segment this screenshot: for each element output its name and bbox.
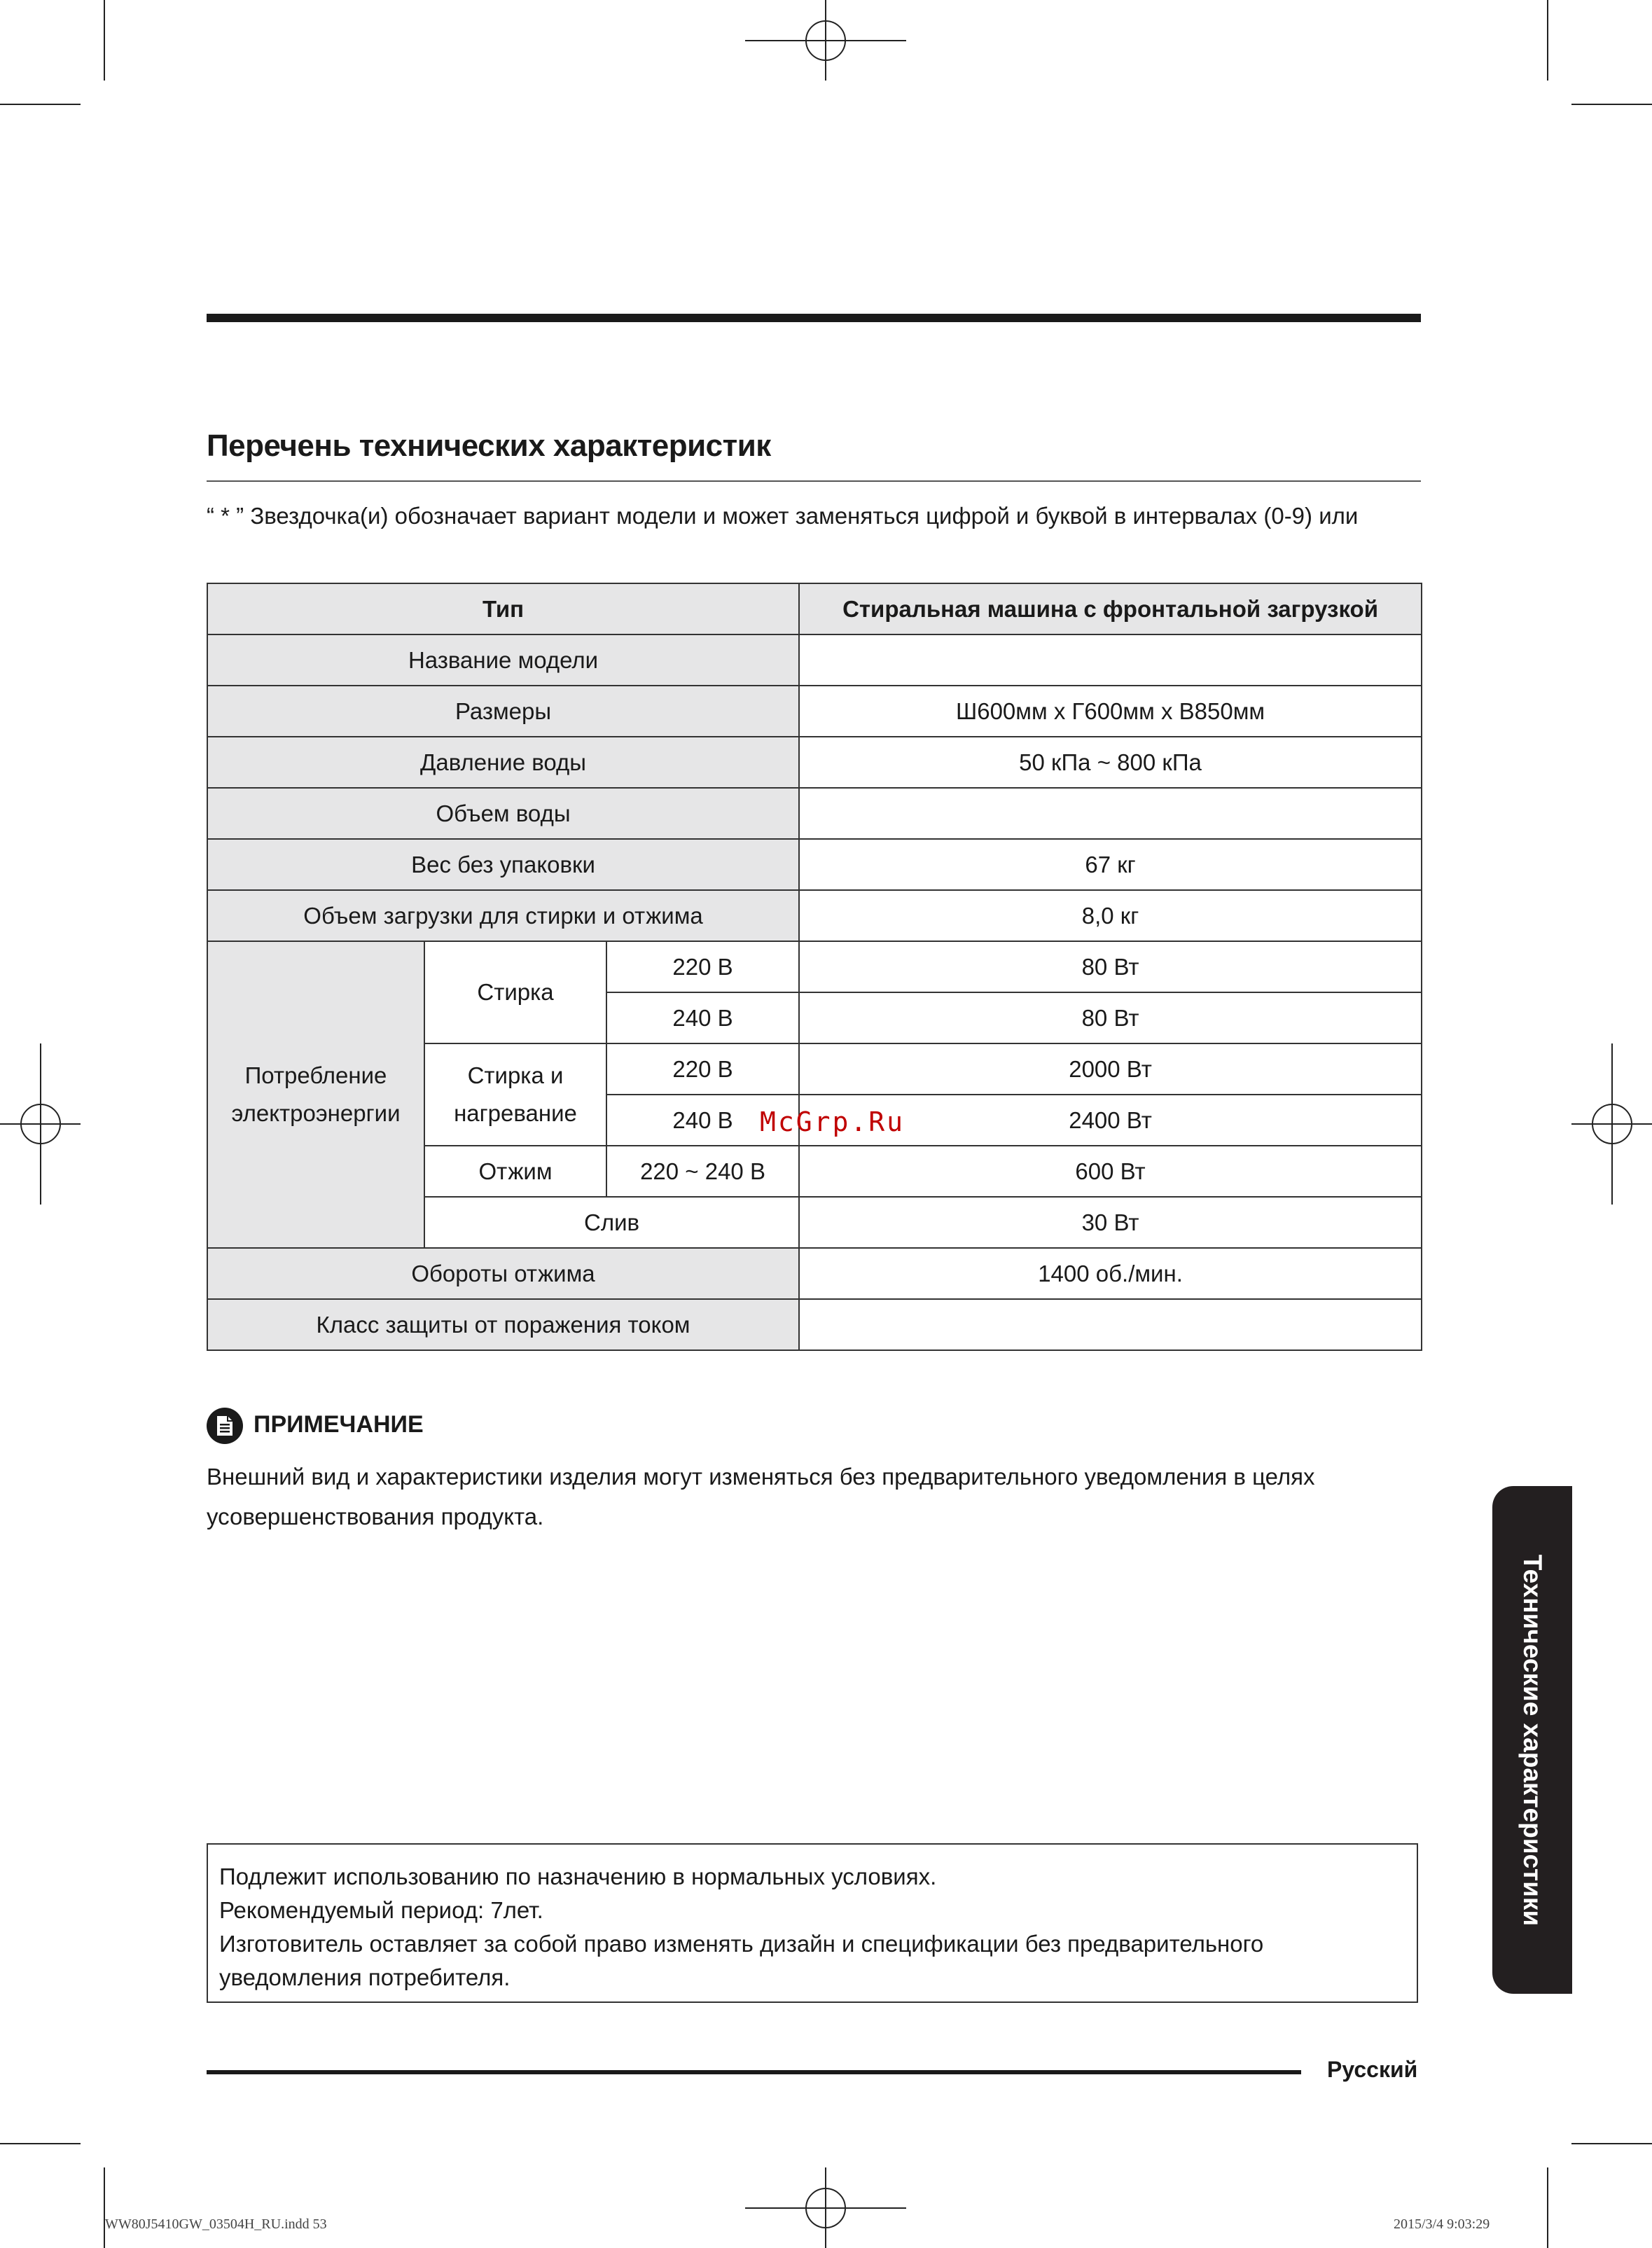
table-header-row — [207, 583, 1422, 634]
power-value: 30 Вт — [799, 1197, 1422, 1248]
wash-label: Стирка — [424, 941, 606, 1043]
note-text: Внешний вид и характеристики изделия могут изменяться без предварительного уведомления в целях усовершенствования продукта. — [207, 1464, 1315, 1529]
table-row — [207, 941, 1422, 992]
language-label: Русский — [1327, 2057, 1418, 2082]
power-label — [207, 941, 424, 1248]
section-title: Перечень технических характеристик — [207, 429, 771, 463]
bottom-rule — [207, 2070, 1301, 2074]
registration-mark-icon — [745, 0, 906, 81]
row-label: Размеры — [207, 686, 799, 737]
voltage-cell: 240 В — [606, 1095, 799, 1146]
info-line: уведомления потребителя. — [219, 1964, 511, 1990]
voltage-cell: 240 В — [606, 992, 799, 1043]
row-label: Объем загрузки для стирки и отжима — [207, 890, 799, 941]
voltage-cell: 220 ~ 240 В — [606, 1146, 799, 1197]
row-label: Давление воды — [207, 737, 799, 788]
wash-heat-label-line: Стирка и — [467, 1062, 564, 1088]
note-icon — [207, 1408, 243, 1444]
footer-file-info: WW80J5410GW_03504H_RU.indd 53 — [105, 2216, 327, 2232]
intro-text: “ * ” Звездочка(и) обозначает вариант модели и может заменяться цифрой и буквой в интервалах (0-9) или — [207, 503, 1359, 529]
table-row — [207, 839, 1422, 890]
row-label: Объем воды — [207, 788, 799, 839]
info-box — [207, 1843, 1418, 2003]
side-tab-label: Технические характеристики — [1518, 1554, 1547, 1926]
registration-mark-icon — [745, 2167, 906, 2248]
info-line: Изготовитель оставляет за собой право изменять дизайн и спецификации без предварительного — [219, 1931, 1264, 1957]
table-row — [207, 788, 1422, 839]
row-value — [799, 634, 1422, 686]
row-value — [799, 1299, 1422, 1350]
title-divider — [207, 480, 1421, 482]
wash-heat-label — [424, 1043, 606, 1146]
registration-mark-icon — [1571, 1043, 1652, 1205]
footer-timestamp: 2015/3/4 9:03:29 — [1394, 2216, 1490, 2232]
side-tab — [1492, 1486, 1572, 1994]
power-value: 80 Вт — [799, 992, 1422, 1043]
row-value: 8,0 кг — [799, 890, 1422, 941]
table-row — [207, 634, 1422, 686]
row-label: Обороты отжима — [207, 1248, 799, 1299]
row-label: Класс защиты от поражения током — [207, 1299, 799, 1350]
row-value — [799, 788, 1422, 839]
power-value: 600 Вт — [799, 1146, 1422, 1197]
row-label: Название модели — [207, 634, 799, 686]
table-row — [207, 686, 1422, 737]
spec-table — [207, 583, 1422, 1351]
voltage-cell: 220 В — [606, 1043, 799, 1095]
row-value: 50 кПа ~ 800 кПа — [799, 737, 1422, 788]
power-label-line: электроэнергии — [231, 1100, 401, 1126]
table-row — [207, 1299, 1422, 1350]
row-value: 67 кг — [799, 839, 1422, 890]
header-machine: Стиральная машина с фронтальной загрузкой — [799, 583, 1422, 634]
power-label-line: Потребление — [244, 1062, 387, 1088]
note-title: ПРИМЕЧАНИЕ — [254, 1411, 424, 1438]
spin-label: Отжим — [424, 1146, 606, 1197]
table-row — [207, 737, 1422, 788]
wash-heat-label-line: нагревание — [454, 1100, 577, 1126]
watermark: McGrp.Ru — [760, 1106, 905, 1137]
row-label: Вес без упаковки — [207, 839, 799, 890]
table-row — [207, 1248, 1422, 1299]
info-line: Подлежит использованию по назначению в нормальных условиях. — [219, 1864, 937, 1889]
table-row — [207, 890, 1422, 941]
info-line: Рекомендуемый период: 7лет. — [219, 1897, 543, 1923]
registration-mark-icon — [0, 1043, 81, 1205]
power-value: 80 Вт — [799, 941, 1422, 992]
drain-label: Слив — [424, 1197, 799, 1248]
power-value: 2400 Вт — [799, 1095, 1422, 1146]
row-value: 1400 об./мин. — [799, 1248, 1422, 1299]
voltage-cell: 220 В — [606, 941, 799, 992]
power-value: 2000 Вт — [799, 1043, 1422, 1095]
row-value: Ш600мм x Г600мм x В850мм — [799, 686, 1422, 737]
header-type: Тип — [207, 583, 799, 634]
top-rule — [207, 314, 1421, 322]
